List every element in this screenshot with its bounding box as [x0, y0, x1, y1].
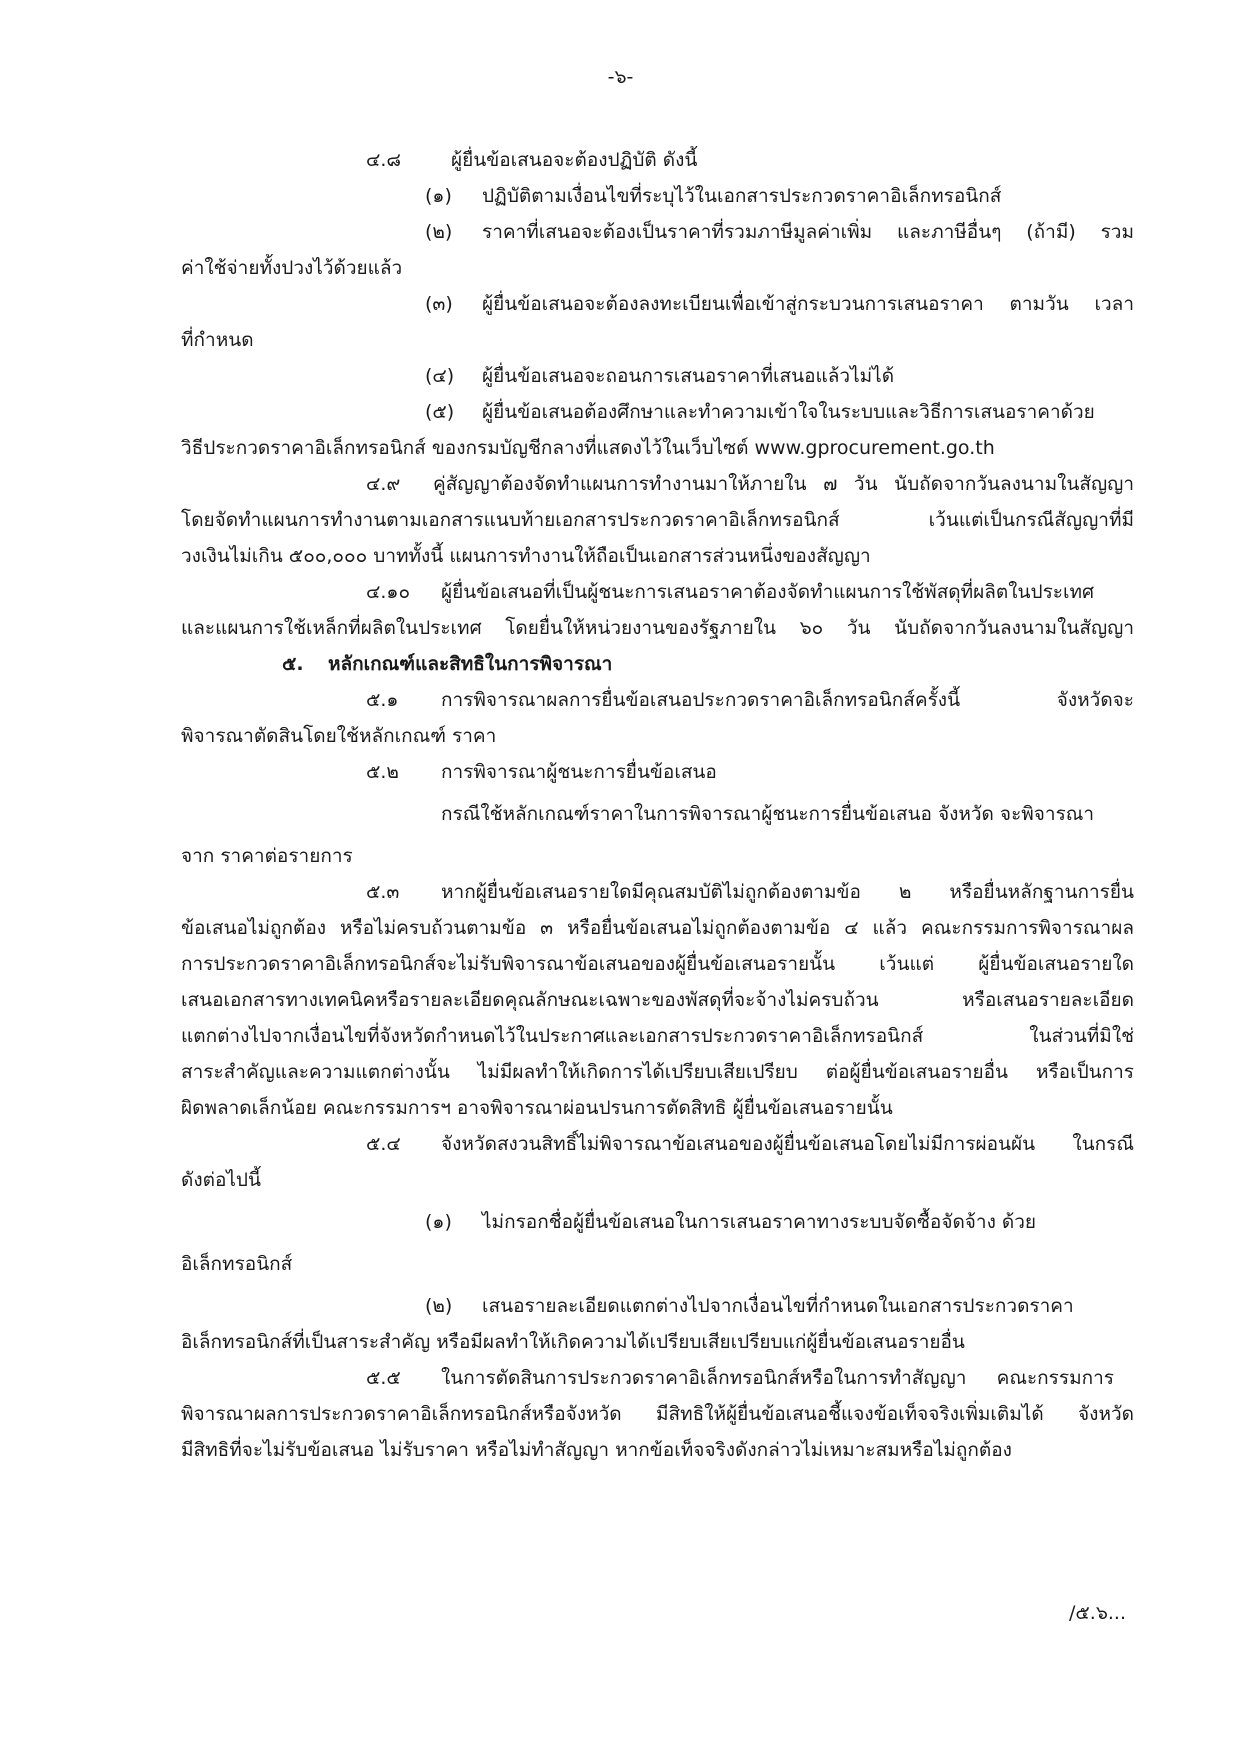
item-number: (๒) [425, 1295, 453, 1317]
item-text: ไม่กรอกชื่อผู้ยื่นข้อเสนอในการเสนอราคาทางระบบจัดซื้อจัดจ้าง ด้วย [482, 1211, 1037, 1233]
paragraph-line: ในการตัดสินการประกวดราคาอิเล็กทรอนิกส์หรือในการทำสัญญา คณะกรรมการ [441, 1367, 1114, 1389]
section-number-5-3: ๕.๓ [366, 881, 400, 903]
section-number-4-10: ๔.๑๐ [366, 581, 411, 603]
item-number: (๓) [425, 293, 453, 315]
item-number: (๕) [425, 401, 455, 423]
item-text-continued: วิธีประกวดราคาอิเล็กทรอนิกส์ ของกรมบัญชีกลางที่แสดงไว้ในเว็บไซต์ www.gprocurement.go.th [181, 437, 995, 459]
paragraph-line: พิจารณาตัดสินโดยใช้หลักเกณฑ์ ราคา [181, 725, 497, 747]
item-text: ผู้ยื่นข้อเสนอจะถอนการเสนอราคาที่เสนอแล้วไม่ได้ [482, 365, 895, 387]
paragraph-line: วงเงินไม่เกิน ๕๐๐,๐๐๐ บาททั้งนี้ แผนการทำงานให้ถือเป็นเอกสารส่วนหนึ่งของสัญญา [181, 545, 871, 567]
paragraph-line: หากผู้ยื่นข้อเสนอรายใดมีคุณสมบัติไม่ถูกต้องตามข้อ ๒ หรือยื่นหลักฐานการยื่น [441, 881, 1134, 903]
section-number-5-4: ๕.๔ [366, 1133, 401, 1155]
item-text: ราคาที่เสนอจะต้องเป็นราคาที่รวมภาษีมูลค่าเพิ่ม และภาษีอื่นๆ (ถ้ามี) รวม [482, 221, 1134, 243]
item-number: (๔) [425, 365, 455, 387]
item-text-continued: อิเล็กทรอนิกส์ [181, 1253, 293, 1275]
item-number: (๑) [425, 1211, 452, 1233]
item-text: ผู้ยื่นข้อเสนอต้องศึกษาและทำความเข้าใจในระบบและวิธีการเสนอราคาด้วย [482, 401, 1095, 423]
section-number-5-1: ๕.๑ [366, 689, 399, 711]
paragraph-line: การประกวดราคาอิเล็กทรอนิกส์จะไม่รับพิจารณาข้อเสนอของผู้ยื่นข้อเสนอรายนั้น เว้นแต่ ผู้ยื่นข้อเสนอรายใด [181, 953, 1134, 975]
paragraph-line: ผู้ยื่นข้อเสนอที่เป็นผู้ชนะการเสนอราคาต้องจัดทำแผนการใช้พัสดุที่ผลิตในประเทศ [441, 581, 1095, 603]
section-number-5-2: ๕.๒ [366, 761, 399, 783]
paragraph-line: มีสิทธิที่จะไม่รับข้อเสนอ ไม่รับราคา หรือไม่ทำสัญญา หากข้อเท็จจริงดังกล่าวไม่เหมาะสมหรือไม่ถูกต้อง [181, 1439, 1012, 1461]
paragraph-line: แตกต่างไปจากเงื่อนไขที่จังหวัดกำหนดไว้ในประกาศและเอกสารประกวดราคาอิเล็กทรอนิกส์ ในส่วนที่มิใช่ [181, 1025, 1134, 1047]
paragraph-line: การพิจารณาผู้ชนะการยื่นข้อเสนอ [441, 761, 717, 783]
paragraph-line: การพิจารณาผลการยื่นข้อเสนอประกวดราคาอิเล็กทรอนิกส์ครั้งนี้ จังหวัดจะ [441, 689, 1134, 711]
paragraph-line: พิจารณาผลการประกวดราคาอิเล็กทรอนิกส์หรือจังหวัด มีสิทธิให้ผู้ยื่นข้อเสนอชี้แจงข้อเท็จจริงเพิ่มเติมได้ จังหวัด [181, 1403, 1134, 1425]
item-text-continued: ที่กำหนด [181, 329, 254, 351]
item-text: เสนอรายละเอียดแตกต่างไปจากเงื่อนไขที่กำหนดในเอกสารประกวดราคา [482, 1295, 1074, 1317]
paragraph-line: สาระสำคัญและความแตกต่างนั้น ไม่มีผลทำให้เกิดการได้เปรียบเสียเปรียบ ต่อผู้ยื่นข้อเสนอรายอื่น หรือเป็นการ [181, 1061, 1134, 1083]
item-text: ปฏิบัติตามเงื่อนไขที่ระบุไว้ในเอกสารประกวดราคาอิเล็กทรอนิกส์ [482, 185, 1002, 207]
item-text: ผู้ยื่นข้อเสนอจะต้องลงทะเบียนเพื่อเข้าสู่กระบวนการเสนอราคา ตามวัน เวลา [482, 293, 1134, 315]
paragraph-line: เสนอเอกสารทางเทคนิคหรือรายละเอียดคุณลักษณะเฉพาะของพัสดุที่จะจ้างไม่ครบถ้วน หรือเสนอรายละเอียด [181, 989, 1134, 1011]
section-heading: หลักเกณฑ์และสิทธิในการพิจารณา [328, 653, 613, 675]
paragraph-line: กรณีใช้หลักเกณฑ์ราคาในการพิจารณาผู้ชนะการยื่นข้อเสนอ จังหวัด จะพิจารณา [441, 803, 1095, 825]
paragraph-line: จังหวัดสงวนสิทธิ์ไม่พิจารณาข้อเสนอของผู้ยื่นข้อเสนอโดยไม่มีการผ่อนผัน ในกรณี [441, 1133, 1134, 1155]
section-number-5-5: ๕.๕ [366, 1367, 401, 1389]
footer-continuation-ref: /๕.๖... [1069, 1602, 1126, 1624]
paragraph-line: ดังต่อไปนี้ [181, 1169, 261, 1191]
paragraph-line: โดยจัดทำแผนการทำงานตามเอกสารแนบท้ายเอกสารประกวดราคาอิเล็กทรอนิกส์ เว้นแต่เป็นกรณีสัญญาที่มี [181, 509, 1134, 531]
paragraph-line: จาก ราคาต่อรายการ [181, 845, 353, 867]
section-number-5: ๕. [282, 653, 304, 675]
paragraph-line: คู่สัญญาต้องจัดทำแผนการทำงานมาให้ภายใน ๗ วัน นับถัดจากวันลงนามในสัญญา [433, 473, 1134, 495]
paragraph-line: และแผนการใช้เหล็กที่ผลิตในประเทศ โดยยื่นให้หน่วยงานของรัฐภายใน ๖๐ วัน นับถัดจากวันลงนามในสัญญา [181, 617, 1134, 639]
paragraph-line: ข้อเสนอไม่ถูกต้อง หรือไม่ครบถ้วนตามข้อ ๓ หรือยื่นข้อเสนอไม่ถูกต้องตามข้อ ๔ แล้ว คณะกรรมการพิจารณาผล [181, 917, 1134, 939]
item-text-continued: ค่าใช้จ่ายทั้งปวงไว้ด้วยแล้ว [181, 257, 403, 279]
section-number-4-9: ๔.๙ [366, 473, 401, 495]
section-number-4-8: ๔.๘ [366, 149, 402, 171]
page-number: -๖- [607, 66, 634, 88]
item-number: (๒) [425, 221, 453, 243]
section-4-8-text: ผู้ยื่นข้อเสนอจะต้องปฏิบัติ ดังนี้ [451, 149, 698, 171]
item-number: (๑) [425, 185, 452, 207]
item-text-continued: อิเล็กทรอนิกส์ที่เป็นสาระสำคัญ หรือมีผลทำให้เกิดความได้เปรียบเสียเปรียบแก่ผู้ยื่นข้อเสนอรายอื่น [181, 1331, 965, 1353]
paragraph-line: ผิดพลาดเล็กน้อย คณะกรรมการฯ อาจพิจารณาผ่อนปรนการตัดสิทธิ ผู้ยื่นข้อเสนอรายนั้น [181, 1097, 893, 1119]
